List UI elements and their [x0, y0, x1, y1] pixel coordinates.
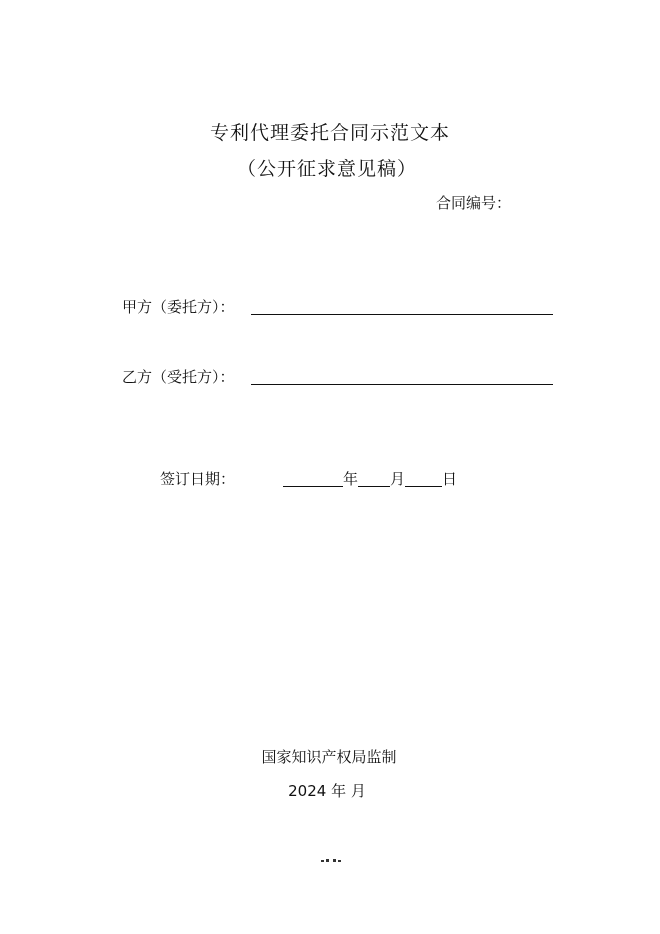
day-unit: 日 [442, 470, 458, 488]
signing-date-label: 签订日期： [160, 470, 236, 488]
party-b-row [122, 366, 553, 387]
party-b-fill-line [251, 370, 553, 385]
month-blank [358, 472, 390, 487]
party-a-row [122, 296, 553, 317]
day-blank [405, 472, 442, 487]
page-number-mark [319, 858, 343, 864]
year-blank [283, 472, 343, 487]
party-a-fill-line [251, 300, 553, 315]
party-a-label: 甲方（委托方）： [122, 298, 235, 316]
supervisor-text: 国家知识产权局监制 [261, 748, 397, 766]
signing-date-row [160, 468, 457, 489]
document-title: 专利代理委托合同示范文本 [209, 122, 450, 144]
party-b-label: 乙方（受托方）： [122, 368, 235, 386]
issue-date-text: 2024 年 月 [288, 782, 366, 800]
contract-number-label: 合同编号： [436, 194, 512, 212]
document-subtitle: （公开征求意见稿） [236, 158, 417, 180]
month-unit: 月 [390, 470, 406, 488]
year-unit: 年 [343, 470, 359, 488]
